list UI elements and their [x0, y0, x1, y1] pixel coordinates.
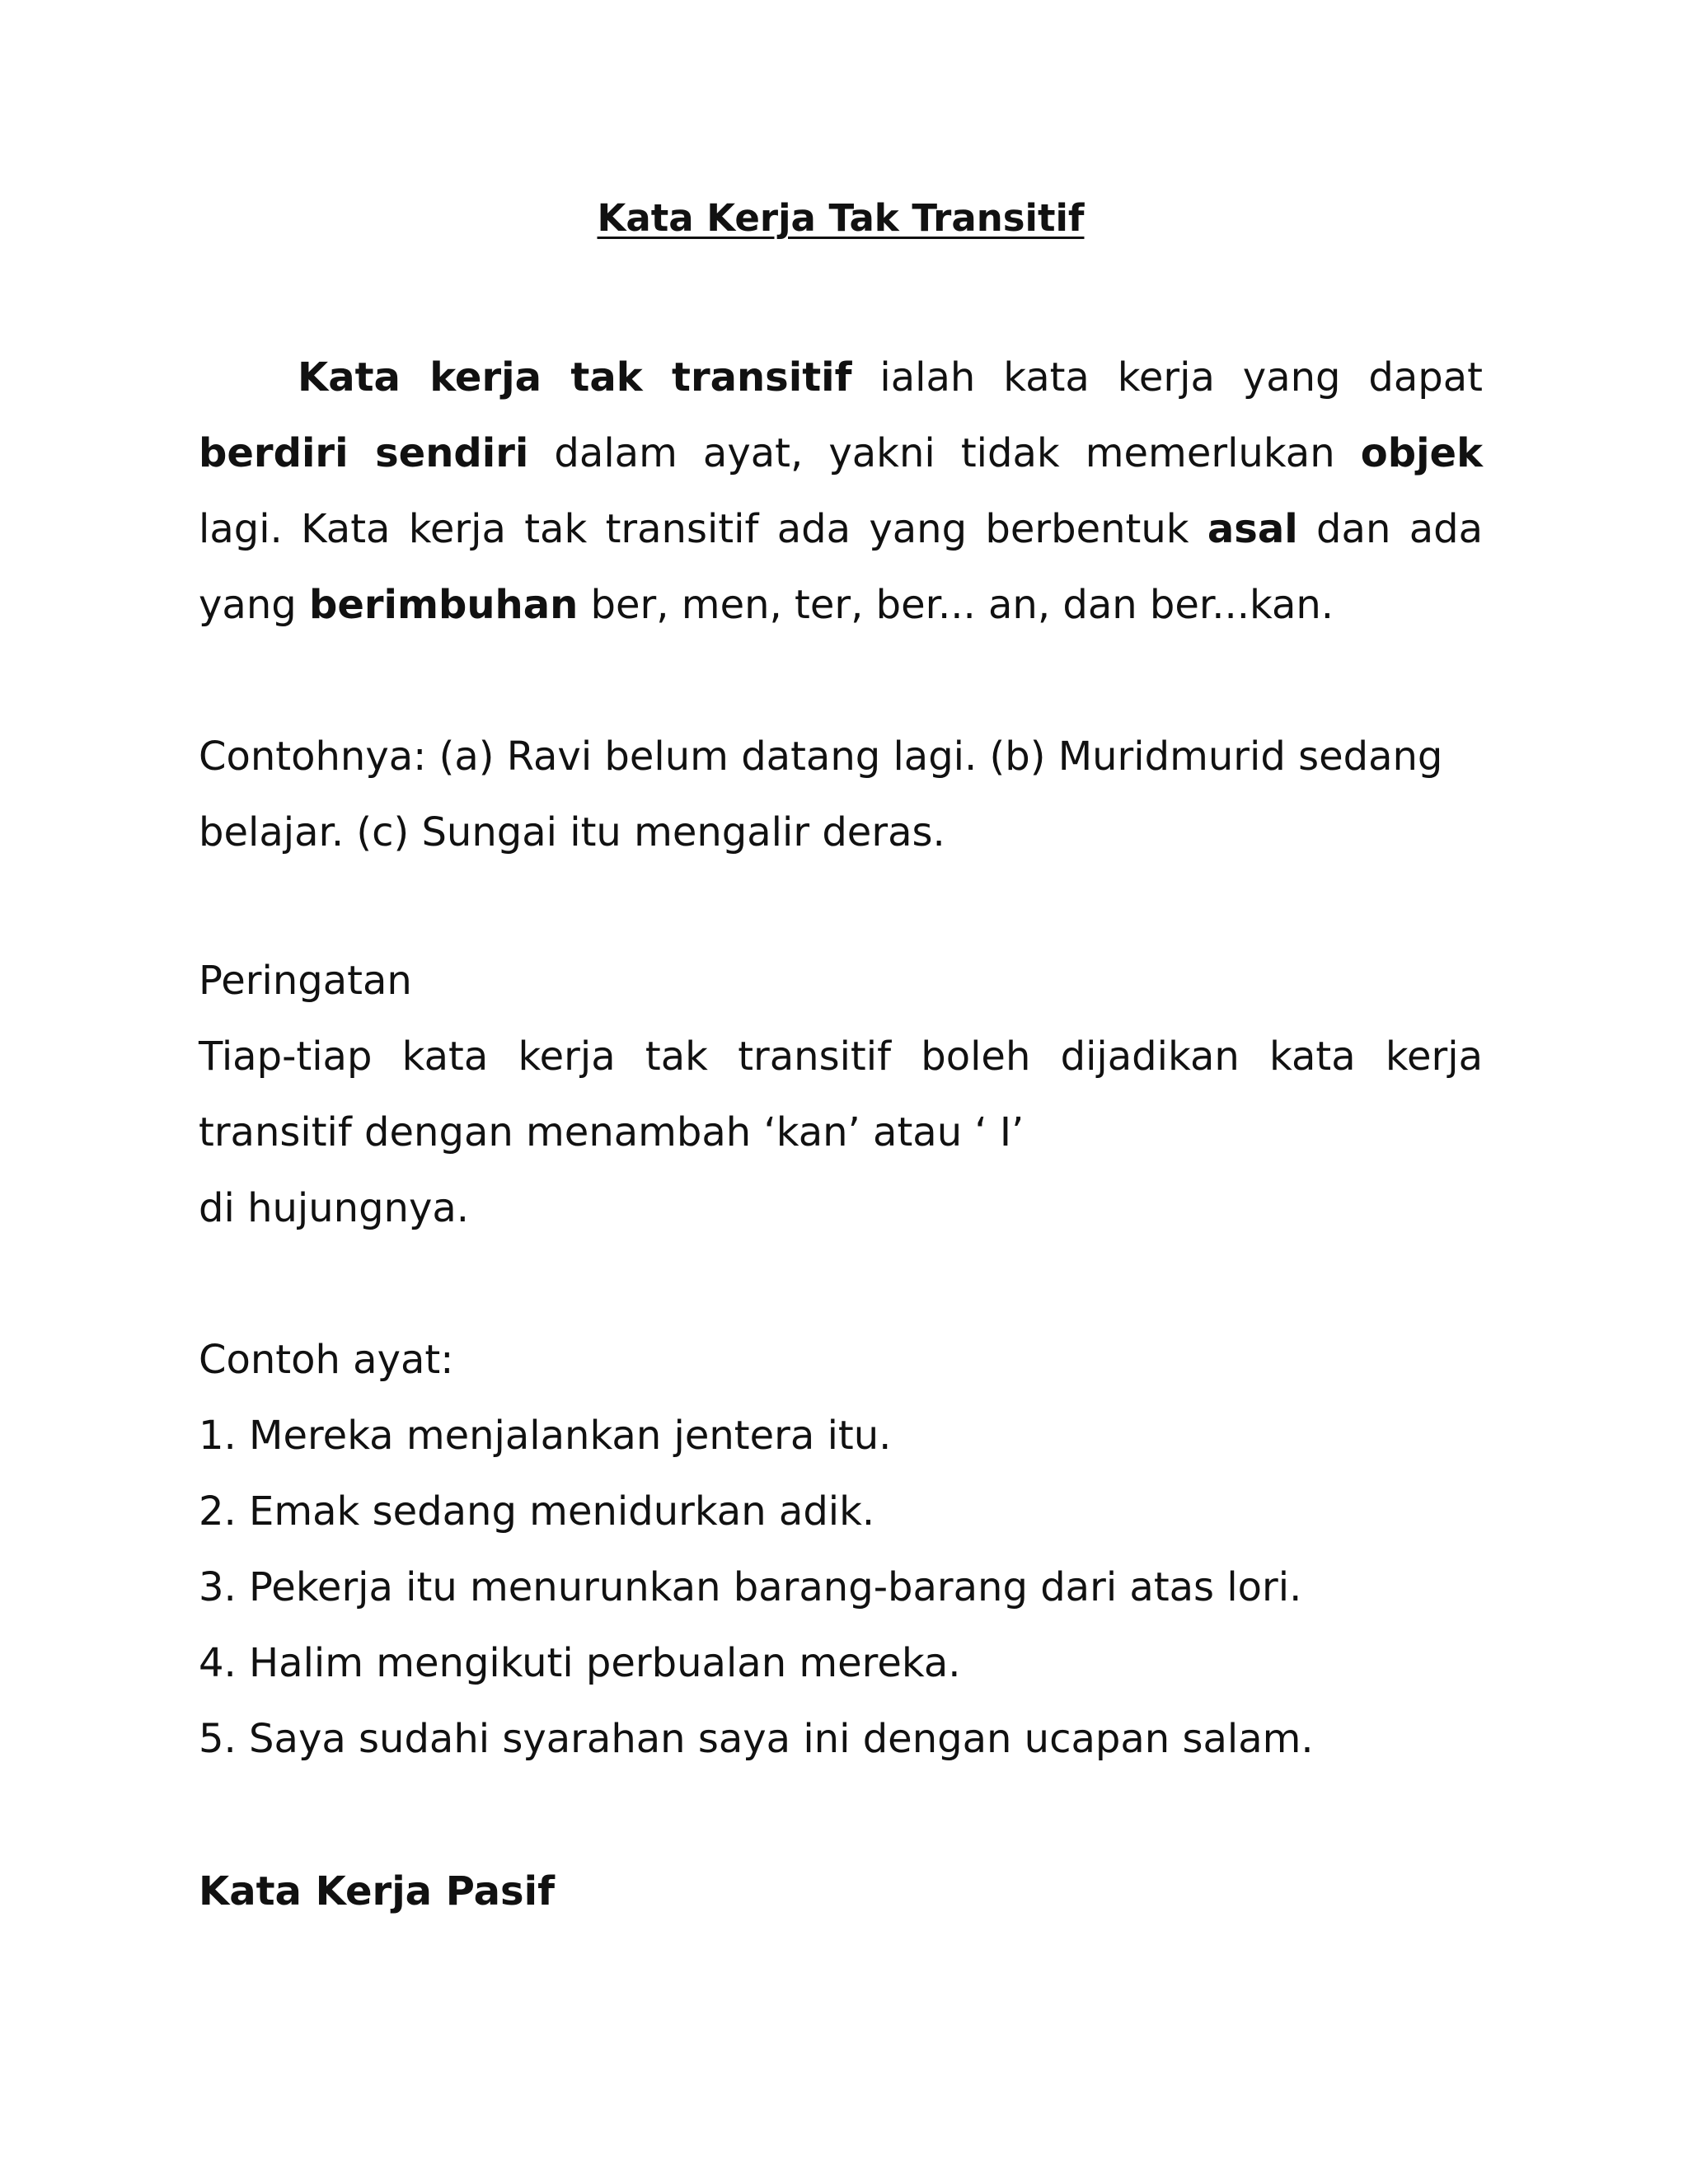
bold-berdiri-sendiri: berdiri sendiri [199, 430, 529, 476]
intro-text-5: ber, men, ter, ber... an, dan ber...kan. [578, 582, 1334, 628]
warning-line-3: di hujungnya. [199, 1185, 470, 1231]
list-item: 3. Pekerja itu menurunkan barang-barang dari atas lori. [199, 1564, 1302, 1610]
intro-text-4: dan ada yang [199, 506, 1483, 628]
intro-text-3: lagi. Kata kerja tak transitif ada yang berbentuk [199, 506, 1207, 552]
document-page [199, 0, 1483, 2184]
bold-asal: asal [1207, 506, 1298, 552]
warning-section [199, 943, 1483, 1246]
intro-paragraph [199, 340, 1483, 643]
warning-line-2: transitif dengan menambah ‘kan’ atau ‘ I’ [199, 1109, 1025, 1155]
sentences-heading: Contoh ayat: [199, 1337, 454, 1383]
section-heading-kata-kerja-pasif: Kata Kerja Pasif [199, 1868, 555, 1915]
list-item: 4. Halim mengikuti perbualan mereka. [199, 1640, 961, 1686]
examples-paragraph: Contohnya: (a) Ravi belum datang lagi. (b) Muridmurid sedang belajar. (c) Sungai itu mengalir deras. [199, 733, 1443, 855]
list-item: 5. Saya sudahi syarahan saya ini dengan ucapan salam. [199, 1716, 1314, 1762]
list-item: 2. Emak sedang menidurkan adik. [199, 1488, 875, 1535]
term-bold: Kata kerja tak transitif [298, 354, 852, 401]
bold-berimbuhan: berimbuhan [308, 582, 579, 628]
example-sentences [199, 1322, 1483, 1777]
document-title: Kata Kerja Tak Transitif [597, 196, 1085, 240]
list-item: 1. Mereka menjalankan jentera itu. [199, 1413, 892, 1459]
intro-text-2: dalam ayat, yakni tidak memerlukan [528, 430, 1361, 476]
warning-line-1: Tiap-tiap kata kerja tak transitif boleh dijadikan kata kerja [199, 1033, 1483, 1080]
bold-objek: objek [1360, 430, 1484, 476]
intro-text-1: ialah kata kerja yang dapat [851, 354, 1483, 401]
warning-heading: Peringatan [199, 958, 412, 1004]
